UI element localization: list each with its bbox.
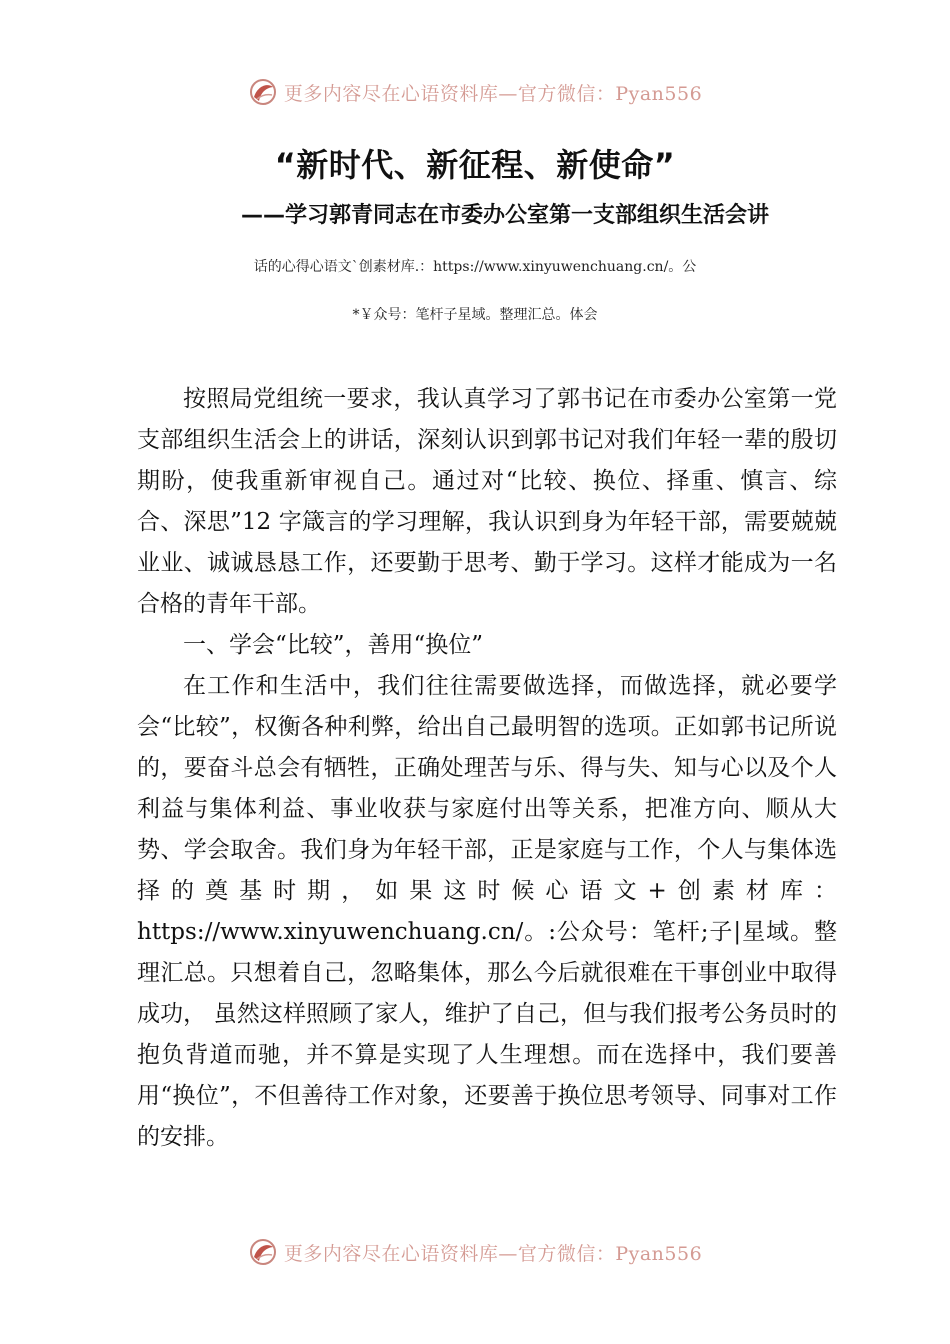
document-body [137, 379, 837, 1158]
meta-line-2: *￥众号：笔杆子星域。整理汇总。体会 [352, 307, 598, 323]
leaf-swirl-logo-icon [248, 77, 278, 107]
paragraph-section-1: 在工作和生活中，我们往往需要做选择，而做选择，就必要学会“比较”，权衡各种利弊，给出自己最明智的选项。正如郭书记所说的，要奋斗总会有牺牲，正确处理苦与乐、得与失、知与心以及个人利益与集体利益、事业收获与家庭付出等关系，把准方向、顺从大势、学会取舍。我们身为年轻干部，正是家庭与工作，个人与集体选择的奠基时期，如果这时候心语文+创素材库：https://www.xinyuwenchuang.cn/。:公众号：笔杆;子|星域。整理汇总。只想着自己，忽略集体，那么今后就很难在干事创业中取得成功， 虽然这样照顾了家人，维护了自己，但与我们报考公务员时的抱负背道而驰，并不算是实现了人生理想。而在选择中，我们要善用“换位”，不但善待工作对象，还要善于换位思考领导、同事对工作的安排。 [137, 673, 837, 1150]
banner-text: 更多内容尽在心语资料库—官方微信：Pyan556 [283, 82, 703, 105]
leaf-swirl-logo-icon [248, 1237, 278, 1267]
footer-banner [0, 1232, 950, 1272]
document-title: “新时代、新征程、新使命” [274, 146, 676, 184]
meta-line-1: 话的心得心语文`创素材库.：https://www.xinyuwenchuang.cn/。公 [253, 259, 697, 275]
header-banner [0, 72, 950, 112]
paragraph-intro: 按照局党组统一要求，我认真学习了郭书记在市委办公室第一党支部组织生活会上的讲话，深刻认识到郭书记对我们年轻一辈的殷切期盼，使我重新审视自己。通过对“比较、换位、择重、慎言、综合、深思”12 字箴言的学习理解，我认识到身为年轻干部，需要兢兢业业、诚诚恳恳工作，还要勤于思考、勤于学习。这样才能成为一名合格的青年干部。 [137, 386, 837, 617]
section-heading-1: 一、学会“比较”，善用“换位” [183, 632, 484, 658]
footer-banner-text: 更多内容尽在心语资料库—官方微信：Pyan556 [283, 1242, 703, 1265]
document-subtitle: ——学习郭青同志在市委办公室第一支部组织生活会讲 [240, 203, 769, 228]
